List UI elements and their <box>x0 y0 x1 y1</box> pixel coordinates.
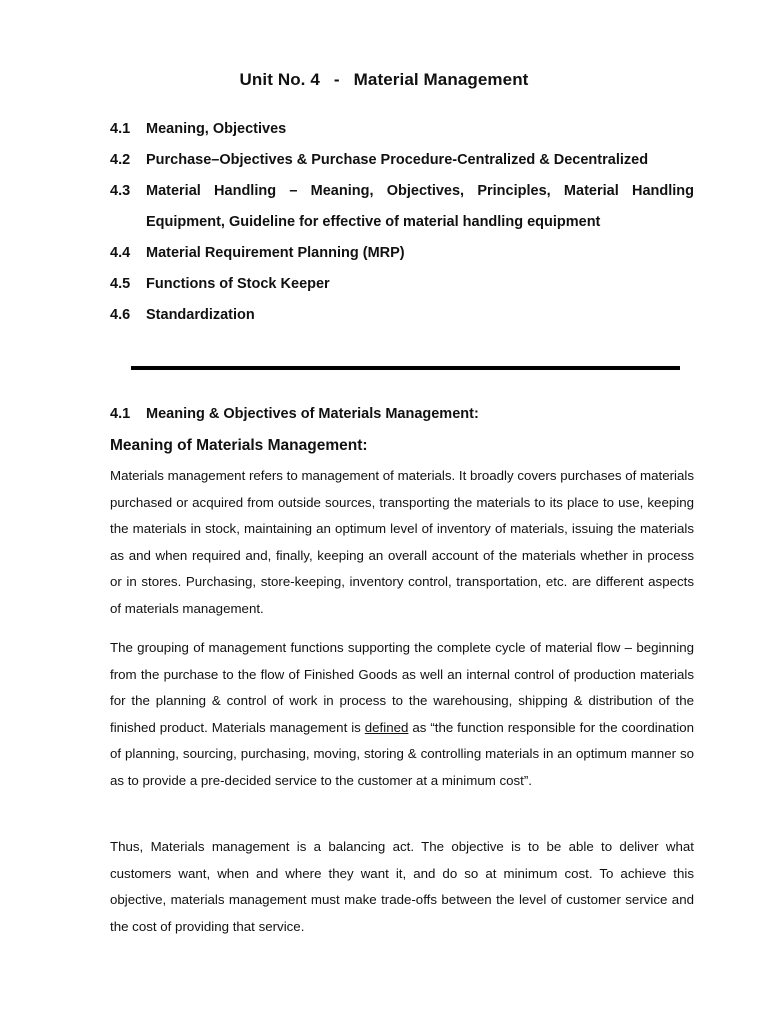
toc-item <box>110 147 694 178</box>
toc-item-number: 4.4 <box>110 245 131 261</box>
section-number: 4.1 <box>110 406 131 422</box>
table-of-contents <box>110 116 694 333</box>
title-separator: - <box>333 70 340 89</box>
unit-name: Material Management <box>353 70 529 89</box>
toc-item-continuation <box>110 209 694 240</box>
paragraph-balancing: Thus, Materials management is a balancing act. The objective is to be able to deliver what customers want, when and where they want it, and do so at minimum cost. To achieve this objective, materials management must make trade-offs between the level of customer service and the cost of providing that service. <box>110 839 694 934</box>
defined-link[interactable]: defined <box>364 719 409 735</box>
toc-item-text: Meaning, Objectives <box>146 121 287 137</box>
toc-item-text: Equipment, Guideline for effective of material handling equipment <box>146 214 601 230</box>
toc-item-number: 4.5 <box>110 276 131 292</box>
unit-number: Unit No. 4 <box>239 70 320 89</box>
toc-item-text: Functions of Stock Keeper <box>146 276 330 292</box>
toc-item-number: 4.3 <box>110 183 131 199</box>
toc-item-text: Standardization <box>146 307 255 323</box>
paragraph-text: The grouping of management functions supporting the complete cycle of material flow – beginning from the purchase to the flow of Finished Goods as well an internal control of production materials for the planning & control of work in process to the warehousing, shipping & distribution of the finished product. Materials management is <box>110 640 694 735</box>
toc-item <box>110 271 694 302</box>
section-heading-text: Meaning & Objectives of Materials Management: <box>146 406 479 422</box>
paragraph-meaning: Materials management refers to management of materials. It broadly covers purchases of materials purchased or acquired from outside sources, transporting the materials to its place to use, keeping the materials in stock, maintaining an optimum level of inventory of materials, issuing the materials as and when required and, finally, keeping an overall account of the materials whether in process or in stores. Purchasing, store-keeping, inventory control, transportation, etc. are different aspects of materials management. <box>110 468 694 616</box>
toc-item-text: Material Handling – Meaning, Objectives, Principles, Material Handling <box>146 183 694 199</box>
toc-item <box>110 240 694 271</box>
toc-item-number: 4.6 <box>110 307 131 323</box>
toc-item <box>110 178 694 209</box>
paragraph-grouping <box>110 635 694 794</box>
subsection-heading: Meaning of Materials Management: <box>110 437 368 454</box>
toc-item-number: 4.2 <box>110 152 131 168</box>
page-title <box>0 70 768 90</box>
section-heading <box>110 406 694 422</box>
toc-item-number: 4.1 <box>110 121 131 137</box>
toc-item-number <box>110 209 146 240</box>
paragraph-text: as “the function responsible for the coordination of planning, sourcing, purchasing, moving, storing & controlling materials in an optimum manner so as to provide a pre-decided service to the customer at a minimum cost”. <box>110 719 694 788</box>
divider-line <box>131 366 680 370</box>
toc-item-text: Purchase–Objectives & Purchase Procedure-Centralized & Decentralized <box>146 152 649 168</box>
toc-item <box>110 116 694 147</box>
toc-item-text: Material Requirement Planning (MRP) <box>146 245 405 261</box>
toc-item <box>110 302 694 333</box>
